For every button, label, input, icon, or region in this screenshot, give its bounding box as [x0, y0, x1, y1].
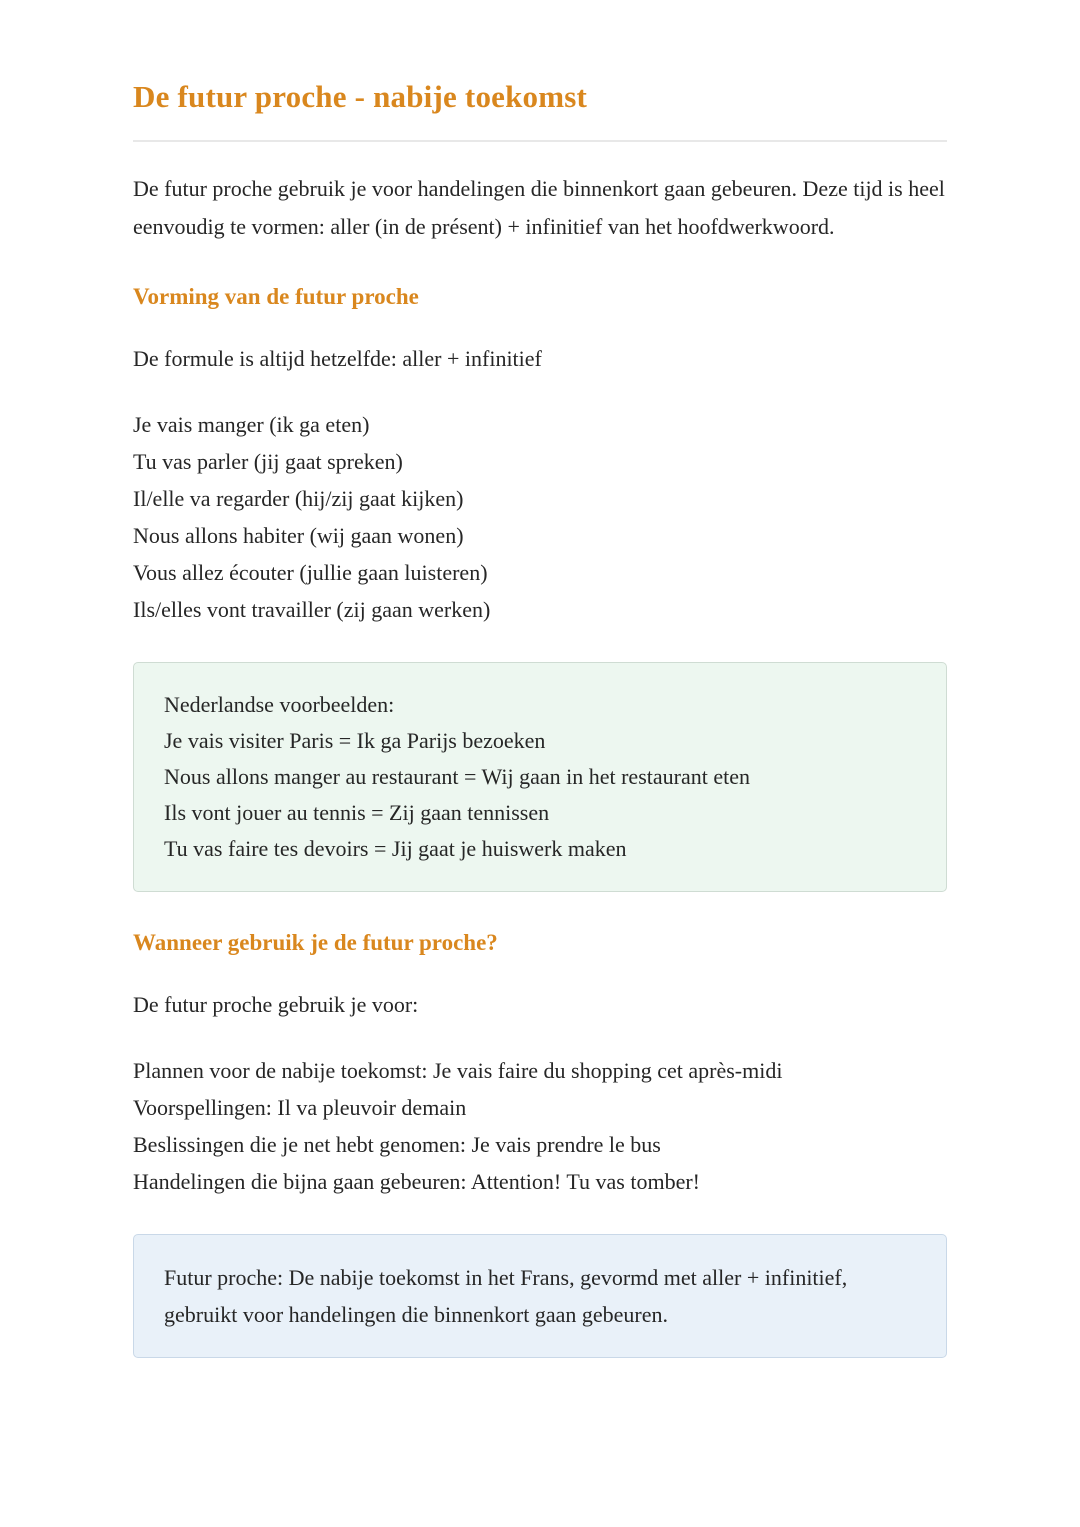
summary-box	[133, 1234, 947, 1358]
example-line: Ils vont jouer au tennis = Zij gaan tennissen	[164, 800, 550, 825]
usage-line: Plannen voor de nabije toekomst: Je vais faire du shopping cet après-midi	[133, 1058, 783, 1083]
section-heading-gebruik: Wanneer gebruik je de futur proche?	[133, 930, 498, 955]
conjugation-line: Il/elle va regarder (hij/zij gaat kijken)	[133, 486, 464, 511]
usage-list	[133, 1052, 947, 1200]
intro-paragraph: De futur proche gebruik je voor handelingen die binnenkort gaan gebeuren. Deze tijd is heel eenvoudig te vormen: aller (in de présent) + infinitief van het hoofdwerkwoord.	[133, 176, 945, 239]
usage-line: Handelingen die bijna gaan gebeuren: Attention! Tu vas tomber!	[133, 1169, 700, 1194]
document-page	[133, 0, 947, 1358]
title-divider	[133, 140, 947, 142]
example-line: Je vais visiter Paris = Ik ga Parijs bezoeken	[164, 728, 546, 753]
section-heading-vorming: Vorming van de futur proche	[133, 284, 419, 309]
conjugation-line: Vous allez écouter (jullie gaan luisteren)	[133, 560, 488, 585]
conjugation-line: Nous allons habiter (wij gaan wonen)	[133, 523, 464, 548]
summary-text: Futur proche: De nabije toekomst in het Frans, gevormd met aller + infinitief, gebruikt voor handelingen die binnenkort gaan gebeuren.	[164, 1265, 848, 1327]
conjugation-line: Tu vas parler (jij gaat spreken)	[133, 449, 403, 474]
conjugation-line: Ils/elles vont travailler (zij gaan werken)	[133, 597, 491, 622]
usage-line: Beslissingen die je net hebt genomen: Je vais prendre le bus	[133, 1132, 661, 1157]
examples-box-title: Nederlandse voorbeelden:	[164, 692, 395, 717]
page-title: De futur proche - nabije toekomst	[133, 79, 588, 114]
conjugation-list	[133, 406, 947, 628]
usage-lead: De futur proche gebruik je voor:	[133, 992, 419, 1017]
usage-line: Voorspellingen: Il va pleuvoir demain	[133, 1095, 467, 1120]
example-line: Tu vas faire tes devoirs = Jij gaat je huiswerk maken	[164, 836, 627, 861]
examples-box	[133, 662, 947, 892]
example-line: Nous allons manger au restaurant = Wij gaan in het restaurant eten	[164, 764, 750, 789]
conjugation-line: Je vais manger (ik ga eten)	[133, 412, 370, 437]
formula-line: De formule is altijd hetzelfde: aller + infinitief	[133, 346, 542, 371]
